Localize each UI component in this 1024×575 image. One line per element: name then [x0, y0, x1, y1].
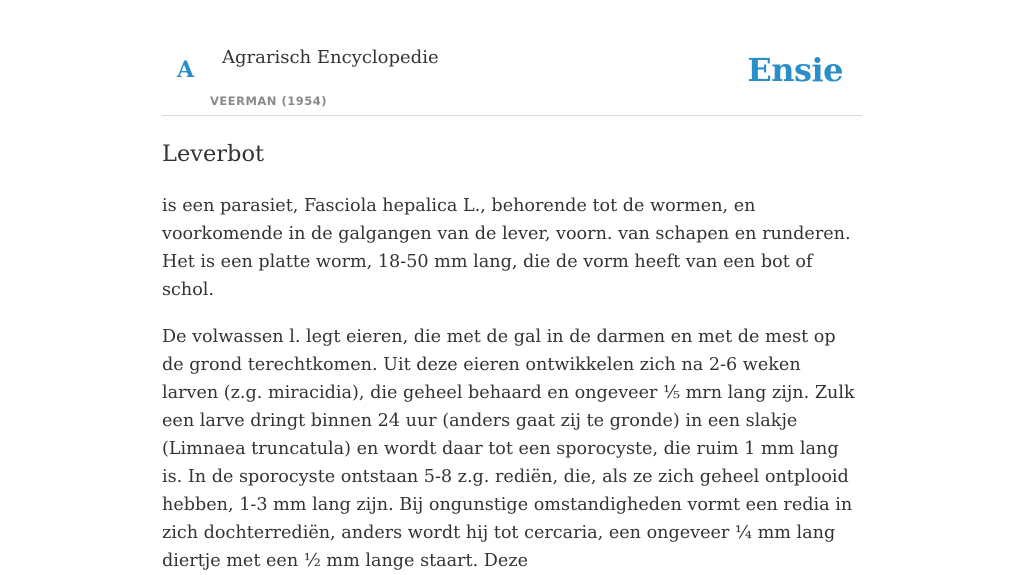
- book-author-year: VEERMAN (1954): [210, 94, 327, 108]
- book-title-link[interactable]: Agrarisch Encyclopedie: [222, 47, 439, 68]
- article-paragraph: De volwassen l. legt eieren, die met de gal in de darmen en met de mest op de grond terechtkomen. Uit deze eieren ontwikkelen zich na 2-6 weken larven (z.g. miracidia), die geheel behaard en ongeveer ⅕ mrn lang zijn. Zulk een larve dringt binnen 24 uur (anders gaat zij te gronde) in een slakje (Limnaea truncatula) en wordt daar tot een sporocyste, die ruim 1 mm lang is. In de sporocyste ontstaan 5-8 z.g. rediën, die, als ze zich geheel ontplooid hebben, 1-3 mm lang zijn. Bij ongunstige omstandigheden vormt een redia in zich dochterrediën, anders wordt hij tot cercaria, een ongeveer ¼ mm lang diertje met een ½ mm lange staart. Deze: [162, 327, 855, 571]
- book-letter-logo[interactable]: A: [177, 57, 195, 83]
- article-content: [162, 136, 862, 575]
- article-paragraph: is een parasiet, Fasciola hepalica L., behorende tot de wormen, en voorkomende in de galgangen van de lever, voorn. van schapen en runderen. Het is een platte worm, 18-50 mm lang, die de vorm heeft van een bot of schol.: [162, 196, 851, 300]
- article-title: Leverbot: [162, 141, 265, 167]
- ensie-brand-logo[interactable]: Ensie: [747, 51, 843, 89]
- site-header: [162, 0, 862, 116]
